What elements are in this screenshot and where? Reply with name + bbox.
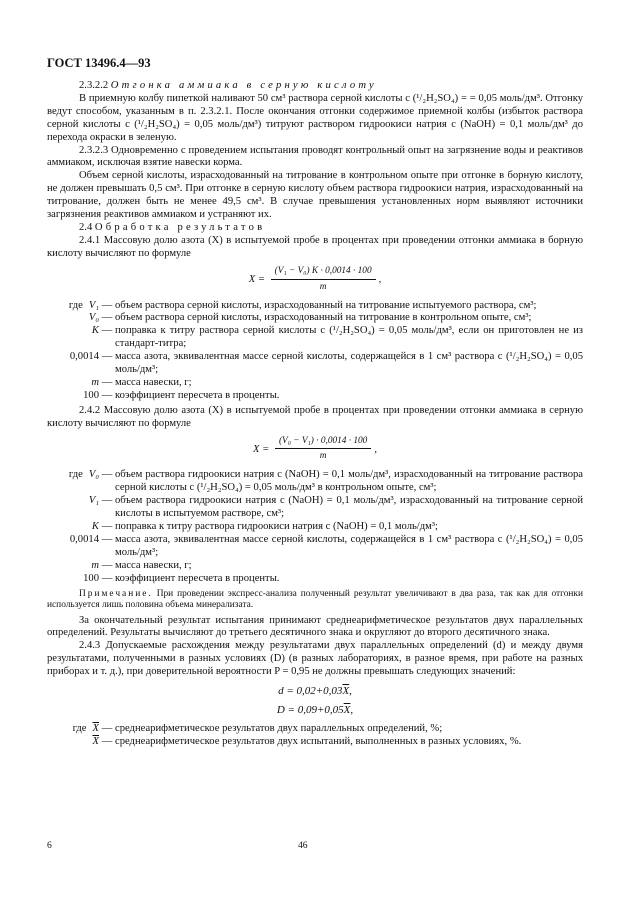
definition-dash: — xyxy=(101,559,113,571)
formula-4 xyxy=(47,704,583,717)
definition-term: m xyxy=(91,376,99,388)
definition-row xyxy=(47,325,583,351)
definition-dash: — xyxy=(101,533,113,545)
definition-dash: — xyxy=(101,389,113,401)
note-text: При проведении экспресс-анализа полученный результат увеличивают в два раза, так как для отгонки используется лишь половина объема минерализата. xyxy=(47,588,584,611)
formula-comma: , xyxy=(350,703,354,716)
definition-row xyxy=(47,312,583,325)
definition-text: коэффициент пересчета в проценты. xyxy=(115,389,280,401)
paragraph: 2.4.2 Массовую долю азота (X) в испытуемой пробе в процентах при проведении отгонки аммиака в серную кислоту вычисляют по формуле xyxy=(47,404,583,429)
definition-dash: — xyxy=(101,722,113,734)
definition-text: объем раствора серной кислоты, израсходованный на титрование испытуемого раствора, см³; xyxy=(115,299,537,311)
formula-numerator: (V₀ − V₁) · 0,0014 · 100 xyxy=(275,435,371,450)
definition-dash: — xyxy=(101,325,113,337)
formula-denominator: m xyxy=(319,281,327,292)
definition-row xyxy=(47,495,583,521)
formula-1 xyxy=(47,265,583,294)
section-number: 2.3.2.2 xyxy=(79,80,109,91)
definition-term xyxy=(47,723,99,736)
paragraph: 2.4.1 Массовую долю азота (X) в испытуемой пробе в процентах при проведении отгонки аммиака в борную кислоту вычисляют по формуле xyxy=(47,234,583,259)
definition-row xyxy=(47,390,583,403)
definition-row xyxy=(47,723,583,736)
definition-text: поправка к титру раствора серной кислоты c (¹/₂H₂SO₄) = 0,05 моль/дм³, если он приготовлен не из стандарт-титра; xyxy=(115,325,583,350)
formula-comma: , xyxy=(378,273,382,285)
definition-text: масса навески, г; xyxy=(115,376,192,388)
definition-term xyxy=(47,736,99,749)
formula-mean: $\overline{X}$ xyxy=(343,703,351,716)
definition-text: коэффициент пересчета в проценты. xyxy=(115,572,280,584)
definition-text: среднеарифметическое результатов двух параллельных определений, %; xyxy=(115,722,443,734)
term-symbol: $\overline{X}$ xyxy=(92,735,99,747)
definition-row xyxy=(47,560,583,573)
definition-term: 0,0014 xyxy=(69,351,99,363)
term-symbol: V₀ xyxy=(88,469,99,481)
definition-row xyxy=(47,300,583,313)
formula-comma: , xyxy=(374,443,377,455)
section-number: 2.4 xyxy=(79,221,93,233)
definitions-3 xyxy=(47,723,583,749)
definition-dash: — xyxy=(101,495,113,507)
formula-numerator: (V₁ − V₀) K · 0,0014 · 100 xyxy=(271,265,376,280)
formula-2 xyxy=(47,435,583,464)
footer-left-number: 6 xyxy=(47,840,52,851)
definition-term: V₁ xyxy=(88,495,99,507)
paragraph: 2.4.3 Допускаемые расхождения между результатами двух параллельных определений (d) и между двумя результатами, полученными в разных условиях (D) (в разных лабораториях, в разное время, при работе на разных приборах и т. д.), при доверительной вероятности P = 0,95 не должны превышать следующих значений: xyxy=(47,640,583,678)
note-label: Примечание. xyxy=(79,588,153,599)
definition-text: объем раствора гидроокиси натрия c (NaOH) = 0,1 моль/дм³, израсходованный на титрование раствора серной кислоты c (¹/₂H₂SO₄) = 0,05 моль/дм³ в контрольном опыте, см³; xyxy=(115,469,583,494)
definition-text: масса азота, эквивалентная массе серной кислоты, содержащейся в 1 см³ раствора c (¹/₂H₂SO₄) = 0,05 моль/дм³; xyxy=(115,351,583,376)
formula-comma: , xyxy=(349,685,352,698)
section-2322-heading xyxy=(47,80,583,93)
definition-term: K xyxy=(91,325,99,337)
definition-row xyxy=(47,469,583,495)
formula-lhs: X = xyxy=(253,443,270,455)
definition-term: m xyxy=(91,559,99,571)
paragraph: В приемную колбу пипеткой наливают 50 см³ раствора серной кислоты c (¹/₂H₂SO₄) = = 0,05 моль/дм³. Отгонку ведут способом, указанным в п. 2.3.2.1. После окончания отгонки содержимое приемной колбы (избыток раствора серной кислоты c (¹/₂H₂SO₄) = 0,05 моль/дм³) титруют раствором гидроокиси натрия c (NaOH) = 0,1 моль/дм³ до перехода окраски в зеленую. xyxy=(47,92,583,143)
definition-term: 0,0014 xyxy=(69,533,99,545)
formula-lhs: X = xyxy=(248,273,266,285)
document-body xyxy=(47,80,583,751)
definition-term: V₀ xyxy=(88,312,99,324)
definition-row xyxy=(47,351,583,377)
standard-header: ГОСТ 13496.4—93 xyxy=(47,56,151,70)
definition-text: среднеарифметическое результатов двух испытаний, выполненных в разных условиях, %. xyxy=(115,735,522,747)
formula-lhs: D = 0,09+0,05 xyxy=(276,703,344,716)
definition-dash: — xyxy=(101,469,113,481)
formula-lhs: d = 0,02+0,03 xyxy=(278,685,343,698)
note xyxy=(47,589,583,612)
where-word: где xyxy=(68,299,83,311)
definition-row xyxy=(47,736,583,749)
formula-denominator: m xyxy=(319,451,327,462)
definition-row xyxy=(47,573,583,586)
definition-term xyxy=(47,469,99,495)
definition-row xyxy=(47,521,583,534)
formula-fraction xyxy=(271,265,376,294)
definitions-1 xyxy=(47,300,583,403)
definition-term: 100 xyxy=(83,389,99,401)
definition-text: объем раствора серной кислоты, израсходованный на титрование в контрольном опыте, см³; xyxy=(115,312,532,324)
paragraph: За окончательный результат испытания принимают среднеарифметическое результатов двух параллельных определений. Результаты вычисляют до третьего десятичного знака и округляют до второго десятичного знака. xyxy=(47,614,583,639)
paragraph: Объем серной кислоты, израсходованный на титрование в контрольном опыте при отгонке в борную кислоту, не должен превышать 0,5 см³. При отгонке в серную кислоту объем раствора гидроокиси натрия, израсходованный на титрование, должен быть не менее 49,5 см³. В случае превышения установленных норм выявляют источники загрязнения реактивов аммиаком и устраняют их. xyxy=(47,170,583,221)
definition-term xyxy=(47,300,99,313)
where-word: где xyxy=(68,469,83,481)
definition-text: масса навески, г; xyxy=(115,559,192,571)
definition-text: поправка к титру раствора гидроокиси натрия c (NaOH) = 0,1 моль/дм³; xyxy=(115,521,438,532)
definition-dash: — xyxy=(101,376,113,388)
definitions-2 xyxy=(47,469,583,585)
formula-3 xyxy=(47,685,583,698)
page-number: 46 xyxy=(298,840,308,851)
definition-text: масса азота, эквивалентная массе серной кислоты, содержащейся в 1 см³ раствора c (¹/₂H₂SO₄) = 0,05 моль/дм³; xyxy=(115,533,583,558)
section-title: Отгонка аммиака в серную кислоту xyxy=(110,80,377,91)
term-symbol: V₁ xyxy=(88,299,99,311)
definition-dash: — xyxy=(101,299,113,311)
paragraph: 2.3.2.3 Одновременно с проведением испытания проводят контрольный опыт на загрязнение воды и реактивов аммиаком, исключая взятие навески корма. xyxy=(47,144,583,169)
definition-row xyxy=(47,377,583,390)
term-symbol: $\overline{X}$ xyxy=(92,722,99,734)
definition-row xyxy=(47,534,583,560)
definition-dash: — xyxy=(101,572,113,584)
section-24-heading xyxy=(47,222,583,235)
where-word: где xyxy=(72,722,87,734)
definition-dash: — xyxy=(101,351,113,363)
definition-term: 100 xyxy=(83,572,99,584)
definition-dash: — xyxy=(101,521,113,532)
definition-term: K xyxy=(91,521,99,532)
formula-fraction xyxy=(275,435,371,464)
definition-dash: — xyxy=(101,312,113,324)
definition-dash: — xyxy=(101,735,113,747)
section-title: Обработка результатов xyxy=(94,221,266,233)
formula-mean: $\overline{X}$ xyxy=(342,685,350,698)
definition-text: объем раствора гидроокиси натрия c (NaOH) = 0,1 моль/дм³, израсходованный на титрование серной кислоты в испытуемом растворе, см³; xyxy=(115,495,583,520)
